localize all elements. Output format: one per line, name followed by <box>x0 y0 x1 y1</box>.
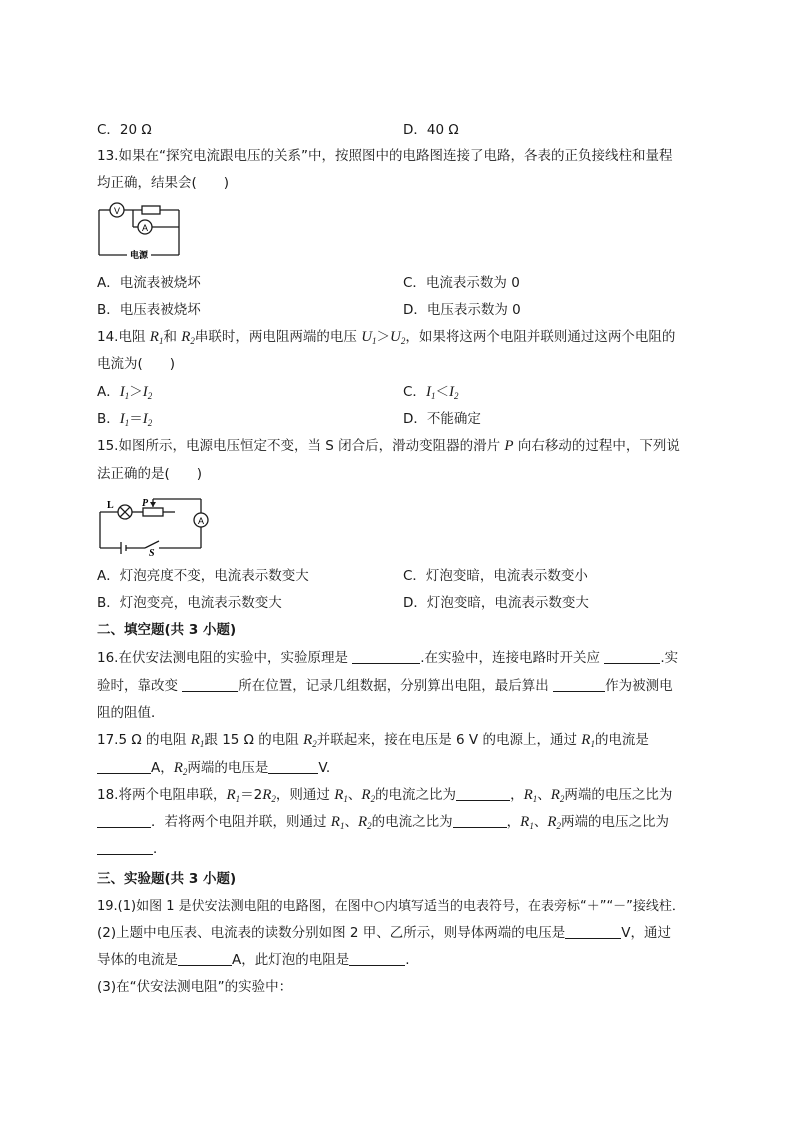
q13-stem: 13.如果在“探究电流跟电压的关系”中，按照图中的电路图连接了电路，各表的正负接线柱和量程 <box>97 148 673 164</box>
q18-blank-parallel-current[interactable] <box>453 813 507 828</box>
q13-option-a: A．电流表被烧坏 <box>97 275 201 291</box>
q15-fig-switch-label: S <box>149 548 155 556</box>
q14-option-c: C．$I_1<I_2$ <box>403 384 459 401</box>
q13-fig-voltmeter-label: V <box>113 206 121 216</box>
q16-line2: 验时，靠改变 所在位置，记录几组数据，分别算出电阻，最后算出 作为被测电 <box>97 678 673 694</box>
q19-part2: (2)上题中电压表、电流表的读数分别如图 2 甲、乙所示，则导体两端的电压是 V，通过 <box>97 925 672 941</box>
q18-line1: 18.将两个电阻串联，$R_1=2R_2$，则通过 $R_1$、$R_2$的电流之比为 ，$R_1$、$R_2$两端的电压之比为 <box>97 787 673 804</box>
q13-option-b: B．电压表被烧坏 <box>97 302 201 318</box>
section-fill-in-heading: 二、填空题(共 3 小题) <box>97 622 237 638</box>
q14-option-b: B．$I_1=I_2$ <box>97 411 153 428</box>
q17-blank-voltage[interactable] <box>268 759 318 774</box>
q16-blank-switch[interactable] <box>604 649 660 664</box>
q19-blank-resistance[interactable] <box>349 951 405 966</box>
q15-fig-slider-label: P <box>142 498 149 509</box>
q18-line2: ．若将两个电阻并联，则通过 $R_1$、$R_2$的电流之比为 ，$R_1$、$R_2$两端的电压之比为 <box>97 813 669 835</box>
q19-part2-cont: 导体的电流是 A，此灯泡的电阻是 . <box>97 952 410 968</box>
q16-blank-vary[interactable] <box>182 677 238 692</box>
q13-fig-ammeter-label: A <box>141 223 149 233</box>
q18-blank-parallel-voltage[interactable] <box>97 840 153 855</box>
q15-option-c: C．灯泡变暗，电流表示数变小 <box>403 568 588 584</box>
section-experiment-heading: 三、实验题(共 3 小题) <box>97 871 237 887</box>
q14-option-d: D．不能确定 <box>403 411 481 427</box>
q16-line3: 阻的阻值． <box>97 705 165 721</box>
q19-part1: 19.(1)如图 1 是伏安法测电阻的电路图，在图中○内填写适当的电表符号，在表旁标“＋”“－”接线柱． <box>97 899 685 914</box>
q15-circuit-diagram <box>97 494 211 556</box>
q17-line1: 17.5 Ω 的电阻 $R_1$跟 15 Ω 的电阻 $R_2$并联起来，接在电压是 6 V 的电源上，通过 $R_1$的电流是 <box>97 732 649 749</box>
q13-circuit-diagram <box>97 199 183 259</box>
q15-fig-lamp-label: L <box>107 500 114 511</box>
q15-option-d: D．灯泡变暗，电流表示数变大 <box>403 595 589 611</box>
q18-blank-series-current[interactable] <box>456 786 510 801</box>
q17-line2: A，$R_2$两端的电压是 V. <box>97 759 330 781</box>
q15-option-b: B．灯泡变亮，电流表示数变大 <box>97 595 282 611</box>
q18-blank-series-voltage[interactable] <box>97 813 151 828</box>
q14-stem-cont: 电流为( ) <box>97 356 176 372</box>
q12-option-c: C．20 Ω <box>97 122 152 138</box>
q16-line1: 16.在伏安法测电阻的实验中，实验原理是 .在实验中，连接电路时开关应 .实 <box>97 650 679 666</box>
q12-option-d: D．40 Ω <box>403 122 459 138</box>
q13-stem-cont: 均正确，结果会( ) <box>97 175 230 191</box>
q15-stem: 15.如图所示，电源电压恒定不变，当 S 闭合后，滑动变阻器的滑片 P 向右移动的过程中，下列说 <box>97 438 680 454</box>
q18-line3: ． <box>97 840 167 858</box>
q14-stem: 14.电阻 $R_1$和 $R_2$串联时，两电阻两端的电压 $U_1>U_2$，如果将这两个电阻并联则通过这两个电阻的 <box>97 329 676 346</box>
q17-blank-current[interactable] <box>97 759 151 774</box>
q15-stem-cont: 法正确的是( ) <box>97 466 203 482</box>
q13-option-d: D．电压表示数为 0 <box>403 302 521 318</box>
q15-fig-ammeter-label: A <box>197 516 205 526</box>
q14-option-a: A．$I_1>I_2$ <box>97 384 153 401</box>
q15-option-a: A．灯泡亮度不变，电流表示数变大 <box>97 568 309 584</box>
q16-blank-result[interactable] <box>553 677 605 692</box>
q19-blank-voltage[interactable] <box>565 924 621 939</box>
q19-part3: (3)在“伏安法测电阻”的实验中： <box>97 979 293 995</box>
q13-option-c: C．电流表示数为 0 <box>403 275 520 291</box>
q13-fig-source-label: 电源 <box>129 251 149 259</box>
q19-blank-current[interactable] <box>178 951 232 966</box>
q16-blank-principle[interactable] <box>352 649 420 664</box>
